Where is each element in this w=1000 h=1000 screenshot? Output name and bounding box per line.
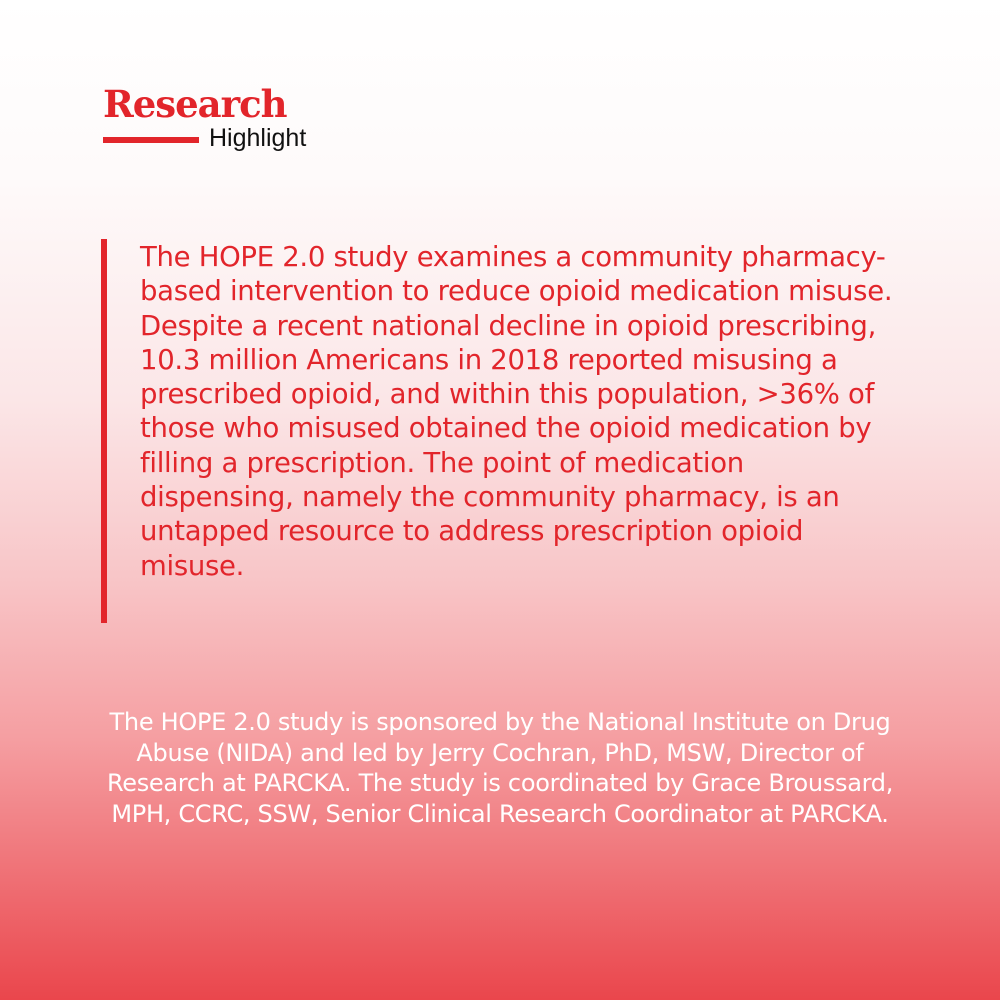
quote-accent-bar xyxy=(101,239,107,623)
research-highlight-header xyxy=(103,82,403,162)
header-title: Research xyxy=(103,82,287,126)
study-description-paragraph: The HOPE 2.0 study examines a community pharmacy-based intervention to reduce opioid medication misuse. Despite a recent national decline in opioid prescribing, 10.3 million Americans in 2018 reported misusing a prescribed opioid, and within this population, >36% of those who misused obtained the opioid medication by filling a prescription. The point of medication dispensing, namely the community pharmacy, is an untapped resource to address prescription opioid misuse. xyxy=(140,241,893,582)
header-subtitle: Highlight xyxy=(209,124,307,152)
header-underline-bar xyxy=(103,137,199,143)
sponsor-credits-paragraph: The HOPE 2.0 study is sponsored by the National Institute on Drug Abuse (NIDA) and led by Jerry Cochran, PhD, MSW, Director of Research at PARCKA. The study is coordinated by Grace Broussard, MPH, CCRC, SSW, Senior Clinical Research Coordinator at PARCKA. xyxy=(106,708,894,828)
